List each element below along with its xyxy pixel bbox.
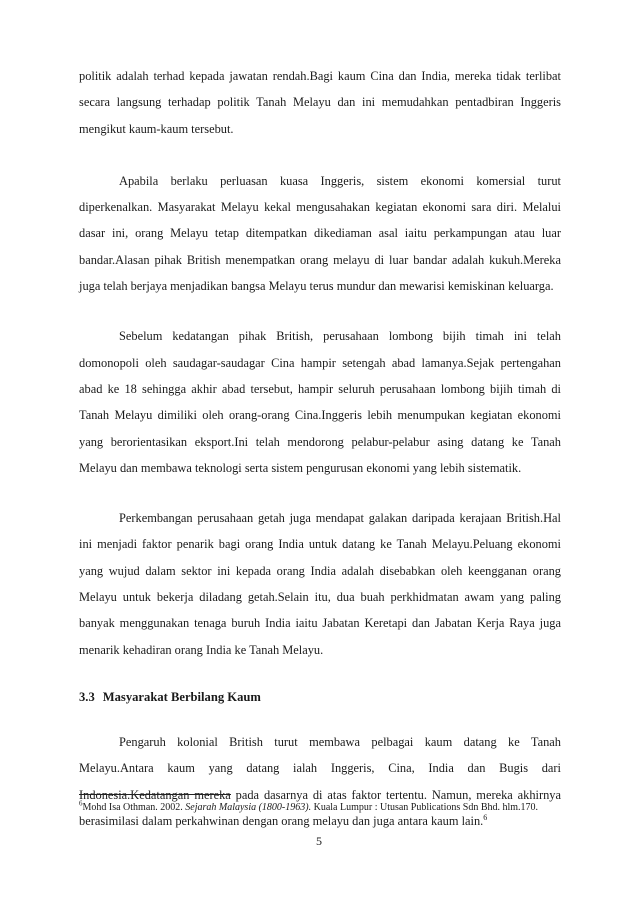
paragraph-berbilang-kaum: [79, 729, 561, 834]
footnote-marker: 6: [79, 799, 83, 808]
paragraph-politik: politik adalah terhad kepada jawatan rendah.Bagi kaum Cina dan India, mereka tidak terlibat secara langsung terhadap politik Tanah Melayu dan ini memudahkan pentadbiran Inggeris mengikut kaum-kaum tersebut.: [79, 69, 561, 136]
body-text: [79, 63, 561, 858]
footnote-divider: [79, 794, 231, 795]
footnote-publisher: Kuala Lumpur : Utusan Publications Sdn Bhd. hlm.170.: [311, 802, 539, 813]
paragraph-text: Pengaruh kolonial British turut membawa pelbagai kaum datang ke Tanah Melayu.Antara kaum yang datang ialah Inggeris, Cina, India dan Bugis dari Indonesia.Kedatangan mereka pada dasarnya di atas faktor tertentu. Namun, mereka akhirnya berasimilasi dalam perkahwinan dengan orang melayu dan juga antara kaum lain.: [79, 734, 561, 828]
paragraph-ekonomi-komersial: Apabila berlaku perluasan kuasa Inggeris, sistem ekonomi komersial turut diperkenalkan. Masyarakat Melayu kekal mengusahakan kegiatan ekonomi sara diri. Melalui dasar ini, orang Melayu tetap ditempatkan dikediaman asal iaitu perkampungan atau luar bandar.Alasan pihak British menempatkan orang melayu di luar bandar adalah kukuh.Mereka juga telah berjaya menjadikan bangsa Melayu terus mundur dan mewarisi kemiskinan keluarga.: [79, 173, 561, 294]
section-title: Masyarakat Berbilang Kaum: [102, 689, 261, 704]
footnote: [79, 800, 561, 815]
footnote-reference[interactable]: 6: [483, 812, 488, 822]
paragraph-bijih-timah: Sebelum kedatangan pihak British, perusahaan lombong bijih timah ini telah domonopoli oleh saudagar-saudagar Cina hampir setengah abad lamanya.Sejak pertengahan abad ke 18 sehingga akhir abad tersebut, hampir seluruh perusahaan lombong bijih timah di Tanah Melayu dimiliki oleh orang-orang Cina.Inggeris lebih menumpukan kegiatan ekonomi yang berorientasikan eksport.Ini telah mendorong pelabur-pelabur asing datang ke Tanah Melayu dan membawa teknologi serta sistem pengurusan ekonomi yang lebih sistematik.: [79, 329, 561, 475]
page-number: 5: [316, 834, 322, 848]
footnote-author: Mohd Isa Othman. 2002.: [82, 802, 186, 813]
section-number: 3.3: [79, 689, 95, 704]
section-heading: [79, 687, 561, 707]
paragraph-getah: Perkembangan perusahaan getah juga mendapat galakan daripada kerajaan British.Hal ini menjadi faktor penarik bagi orang India untuk datang ke Tanah Melayu.Peluang ekonomi yang wujud dalam sektor ini kepada orang India adalah disebabkan oleh keengganan orang Melayu untuk bekerja diladang getah.Selain itu, dua buah perkhidmatan awam yang paling banyak menggunakan tenaga buruh India iaitu Jabatan Keretapi dan Jabatan Kerja Raya juga menarik kehadiran orang India ke Tanah Melayu.: [79, 511, 561, 657]
footnote-title: Sejarah Malaysia (1800-1963).: [185, 802, 312, 813]
